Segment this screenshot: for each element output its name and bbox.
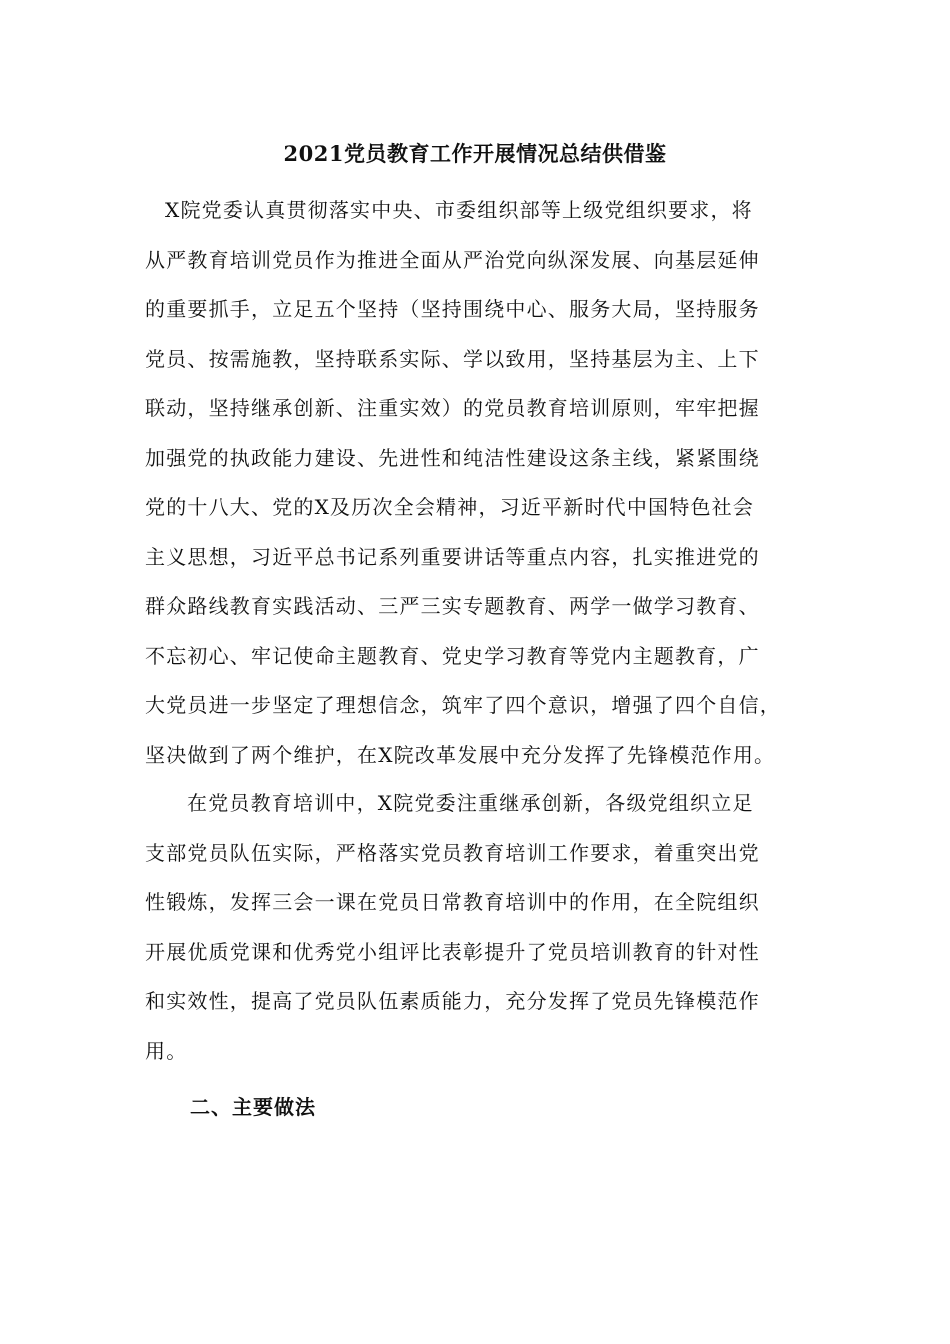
paragraph-line: 性锻炼，发挥三会一课在党员日常教育培训中的作用，在全院组织 xyxy=(145,890,760,914)
paragraph-intro xyxy=(145,186,810,780)
paragraph-line: 用。 xyxy=(145,1038,188,1063)
section-heading: 二、主要做法 xyxy=(190,1095,316,1119)
paragraph-line: 在党员教育培训中，X院党委注重继承创新，各级党组织立足 xyxy=(187,791,754,815)
paragraph-line: 坚决做到了两个维护，在X院改革发展中充分发挥了先锋模范作用。 xyxy=(145,742,776,767)
paragraph-line: 党的十八大、党的X及历次全会精神，习近平新时代中国特色社会 xyxy=(145,495,755,519)
paragraph-line: 从严教育培训党员作为推进全面从严治党向纵深发展、向基层延伸 xyxy=(145,247,760,272)
paragraph-line: 群众路线教育实践活动、三严三实专题教育、两学一做学习教育、 xyxy=(145,594,760,618)
document-title: 2021党员教育工作开展情况总结供借鉴 xyxy=(283,141,667,166)
paragraph-line: 和实效性，提高了党员队伍素质能力，充分发挥了党员先锋模范作 xyxy=(145,989,760,1013)
paragraph-training xyxy=(145,779,810,1076)
paragraph-line: 大党员进一步坚定了理想信念，筑牢了四个意识，增强了四个自信， xyxy=(145,693,781,717)
paragraph-line: 联动，坚持继承创新、注重实效）的党员教育培训原则，牢牢把握 xyxy=(145,396,760,420)
paragraph-line: 的重要抓手，立足五个坚持（坚持围绕中心、服务大局，坚持服务 xyxy=(145,297,760,321)
paragraph-line: X院党委认真贯彻落实中央、市委组织部等上级党组织要求，将 xyxy=(165,198,753,222)
paragraph-line: 支部党员队伍实际，严格落实党员教育培训工作要求，着重突出党 xyxy=(145,840,760,865)
paragraph-line: 不忘初心、牢记使命主题教育、党史学习教育等党内主题教育，广 xyxy=(145,643,760,668)
paragraph-line: 党员、按需施教，坚持联系实际、学以致用，坚持基层为主、上下 xyxy=(145,346,760,371)
paragraph-line: 加强党的执政能力建设、先进性和纯洁性建设这条主线，紧紧围绕 xyxy=(145,445,760,470)
paragraph-line: 主义思想，习近平总书记系列重要讲话等重点内容，扎实推进党的 xyxy=(145,544,760,569)
paragraph-line: 开展优质党课和优秀党小组评比表彰提升了党员培训教育的针对性 xyxy=(145,939,760,964)
